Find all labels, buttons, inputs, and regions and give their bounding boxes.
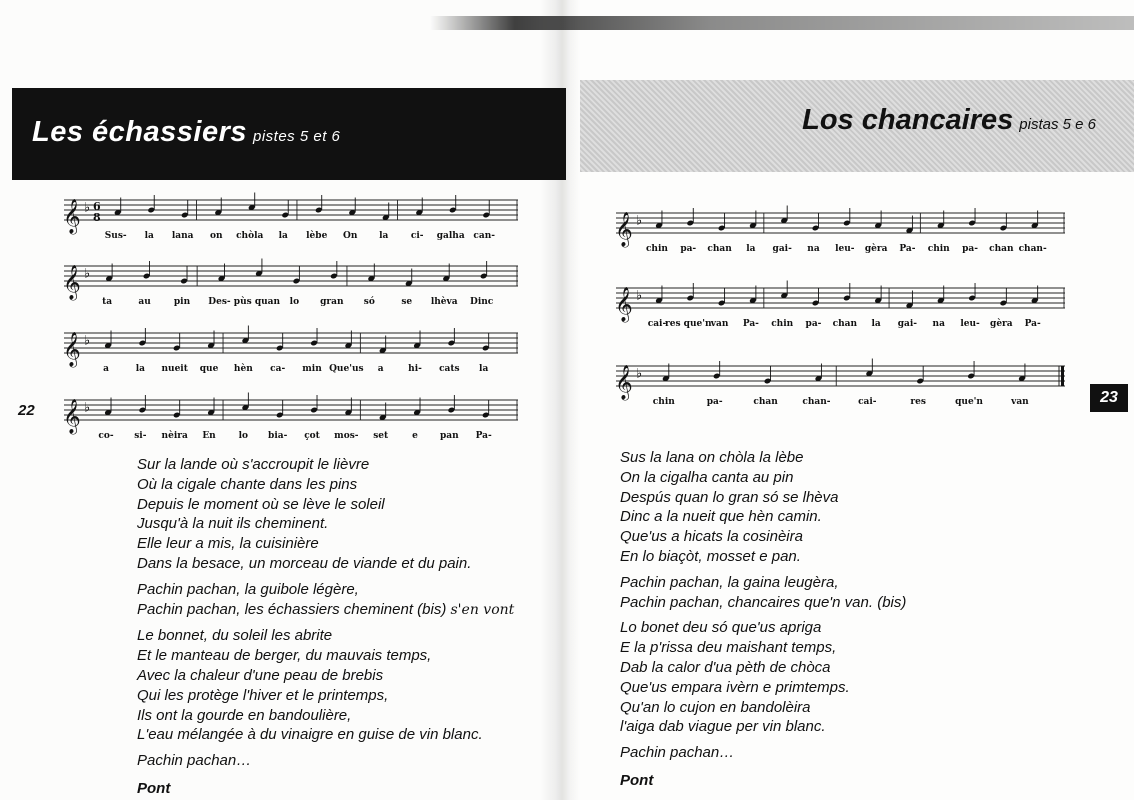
syllable: çot — [304, 431, 320, 441]
syllable: si- — [134, 431, 147, 441]
lyric-line: On la cigalha canta au pin — [620, 468, 794, 486]
svg-text:♭: ♭ — [636, 213, 643, 229]
right-lyrics — [620, 448, 1040, 797]
syllable: la — [144, 231, 154, 241]
syllable: gai- — [897, 319, 918, 329]
lyric-line: Pachin pachan, les échassiers cheminent (bis) s'en vont — [137, 600, 515, 618]
syllable: hèn — [233, 364, 253, 374]
lyric-line: Dab la calor d'ua pèth de chòca — [620, 658, 831, 676]
syllable: pa- — [805, 319, 822, 329]
syllable: na — [932, 319, 945, 329]
svg-text:𝄞: 𝄞 — [615, 287, 633, 322]
syllable: ca- — [270, 364, 286, 374]
svg-text:𝄞: 𝄞 — [63, 199, 81, 234]
svg-text:𝄞: 𝄞 — [63, 399, 81, 434]
lyric-line: Avec la chaleur d'une peau de brebis — [137, 666, 384, 684]
lyric-line: Qui les protège l'hiver et le printemps, — [137, 686, 389, 704]
syllable: chin — [771, 319, 794, 329]
lyric-line: Que'us empara ivèrn e primtemps. — [620, 678, 850, 696]
syllable: Pa- — [899, 244, 916, 254]
syllable: chan — [832, 319, 858, 329]
lyric-line: l'aiga dab viague per vin blanc. — [620, 718, 826, 736]
lyric-line: Depuis le moment où se lève le soleil — [137, 495, 385, 513]
syllable: ci- — [410, 231, 424, 241]
syllable: nueit — [161, 364, 188, 374]
svg-text:𝄞: 𝄞 — [615, 212, 633, 247]
syllable: on — [209, 231, 223, 241]
page-number: 22 — [18, 402, 35, 419]
syllable: pin — [173, 297, 191, 307]
syllable: set — [373, 431, 389, 441]
stanza — [620, 618, 1040, 737]
music-staff — [60, 325, 520, 381]
syllable: pa- — [680, 244, 697, 254]
left-lyrics — [137, 455, 547, 805]
syllable: gèra — [864, 244, 888, 254]
syllable: na — [807, 244, 820, 254]
lyric-line: Pachin pachan, chancaires que'n van. (bis) — [620, 593, 907, 611]
syllable: la — [379, 231, 389, 241]
lyric-line: Qu'an lo cujon en bandolèira — [620, 698, 811, 716]
syllable: chin — [927, 244, 950, 254]
syllable: van — [1011, 397, 1029, 407]
lyric-line: L'eau mélangée à du vinaigre en guise de vin blanc. — [137, 726, 483, 744]
syllable: chin — [645, 244, 668, 254]
lyric-line: Lo bonet deu só que'us apriga — [620, 619, 822, 637]
syllable: a — [103, 364, 109, 374]
syllable: chan — [753, 397, 778, 407]
syllable: cai- — [647, 319, 667, 329]
music-staff — [612, 358, 1067, 414]
lyric-line: Jusqu'à la nuit ils cheminent. — [137, 515, 329, 533]
syllable: que'n — [955, 397, 983, 407]
music-staff — [60, 392, 520, 448]
svg-text:♭: ♭ — [636, 366, 643, 382]
section-label — [620, 771, 1040, 791]
lyric-line: Le bonnet, du soleil les abrite — [137, 627, 333, 645]
syllable: la — [278, 231, 288, 241]
syllable: lana — [171, 231, 194, 241]
syllable: nèira — [161, 431, 188, 441]
syllable: e — [412, 431, 418, 441]
syllable: pùs quan — [233, 297, 281, 307]
svg-text:𝄞: 𝄞 — [63, 332, 81, 367]
lyric-line: Despús quan lo gran só se lhèva — [620, 488, 839, 506]
syllable: co- — [98, 431, 114, 441]
syllable: gai- — [772, 244, 792, 254]
syllable: Que'us — [329, 364, 364, 374]
pont-label: Pont — [137, 779, 171, 797]
stanza — [620, 448, 1040, 567]
syllable: gran — [320, 297, 344, 307]
syllable: que — [199, 364, 219, 374]
right-title: Los chancaires pistas 5 e 6 — [802, 104, 1096, 136]
syllable: galha — [436, 231, 465, 241]
lyric-line: Dinc a la nueit que hèn camin. — [620, 508, 822, 526]
syllable: au — [138, 297, 151, 307]
syllable: cats — [439, 364, 460, 374]
syllable: chan- — [802, 397, 831, 407]
syllable: se — [401, 297, 413, 307]
svg-text:♭: ♭ — [84, 200, 91, 216]
syllable: res — [910, 397, 926, 407]
refrain — [620, 573, 1040, 613]
lyric-line: Où la cigale chante dans les pins — [137, 475, 358, 493]
syllable: cai- — [858, 397, 877, 407]
syllable: pa- — [962, 244, 978, 254]
syllable: a — [377, 364, 384, 374]
right-title-banner — [580, 80, 1134, 172]
syllable: lo — [238, 431, 249, 441]
music-staff — [60, 192, 520, 248]
syllable: On — [343, 231, 358, 241]
lyric-line: Pachin pachan… — [620, 744, 735, 762]
lyric-line: Pachin pachan, la gaina leugèra, — [620, 573, 839, 591]
syllable: Pa- — [1024, 319, 1041, 329]
svg-text:6: 6 — [93, 200, 101, 213]
syllable: lhèva — [430, 297, 458, 307]
svg-text:8: 8 — [93, 211, 101, 224]
svg-text:♭: ♭ — [84, 400, 91, 416]
syllable: chòla — [236, 231, 264, 241]
syllable: la — [746, 244, 756, 254]
syllable: leu- — [835, 244, 855, 254]
syllable: gèra — [990, 319, 1013, 329]
syllable: chan — [989, 244, 1014, 254]
svg-text:♭: ♭ — [84, 333, 91, 349]
syllable: min — [302, 364, 322, 374]
music-staff — [612, 280, 1067, 336]
syllable: pa- — [706, 397, 723, 407]
lyric-line: Et le manteau de berger, du mauvais temps, — [137, 647, 432, 665]
lyric-line: Ils ont la gourde en bandoulière, — [137, 706, 352, 724]
lyric-line: Pachin pachan, la guibole légère, — [137, 580, 359, 598]
syllable: can- — [473, 231, 496, 241]
syllable: Sus- — [104, 231, 127, 241]
syllable: só — [363, 297, 375, 307]
section-label — [137, 779, 547, 799]
syllable: la — [479, 364, 489, 374]
syllable: hi- — [408, 364, 422, 374]
stanza — [137, 455, 547, 574]
syllable: chan- — [1018, 244, 1047, 254]
refrain — [137, 580, 547, 621]
lyric-line: Dans la besace, un morceau de viande et du pain. — [137, 554, 472, 572]
svg-text:𝄞: 𝄞 — [63, 265, 81, 300]
syllable: van — [710, 319, 729, 329]
syllable: la — [871, 319, 881, 329]
syllable: Des- — [208, 297, 231, 307]
lyric-line: Que'us a hicats la cosinèira — [620, 528, 803, 546]
handwritten-note: s'en vont — [450, 601, 515, 618]
lyric-line: Pachin pachan… — [137, 752, 252, 770]
syllable: lèbe — [306, 231, 328, 241]
syllable: leu- — [960, 319, 980, 329]
syllable: Pa- — [742, 319, 759, 329]
lyric-line: Sus la lana on chòla la lèbe — [620, 449, 804, 466]
right-subtitle: pistas 5 e 6 — [1019, 116, 1096, 133]
lyric-line: Elle leur a mis, la cuisinière — [137, 535, 319, 553]
syllable: lo — [289, 297, 300, 307]
lyric-line: En lo biaçòt, mosset e pan. — [620, 547, 801, 565]
lyric-line: E la p'rissa deu maishant temps, — [620, 639, 837, 657]
syllable: res que'n — [664, 319, 712, 329]
syllable: Pa- — [475, 431, 492, 441]
music-staff — [612, 205, 1067, 261]
syllable: la — [135, 364, 145, 374]
left-title-banner — [12, 88, 566, 180]
left-subtitle: pistes 5 et 6 — [252, 128, 341, 145]
page-number: 23 — [1090, 384, 1128, 412]
left-title: Les échassiers pistes 5 et 6 — [32, 116, 341, 148]
syllable: pan — [440, 431, 459, 441]
syllable: bia- — [268, 431, 288, 441]
music-staff — [60, 258, 520, 314]
scan-edge-shadow — [430, 16, 1134, 30]
syllable: ta — [102, 297, 113, 307]
syllable: chin — [652, 397, 675, 407]
lyric-line: Sur la lande où s'accroupit le lièvre — [137, 456, 370, 473]
syllable: En — [202, 431, 216, 441]
syllable: chan — [707, 244, 732, 254]
refrain — [620, 743, 1040, 763]
svg-text:♭: ♭ — [636, 288, 643, 304]
refrain — [137, 751, 547, 771]
pont-label: Pont — [620, 771, 654, 789]
syllable: Dinc — [470, 297, 494, 307]
svg-text:♭: ♭ — [84, 266, 91, 282]
svg-text:𝄞: 𝄞 — [615, 365, 633, 400]
syllable: mos- — [334, 431, 359, 441]
stanza — [137, 626, 547, 745]
